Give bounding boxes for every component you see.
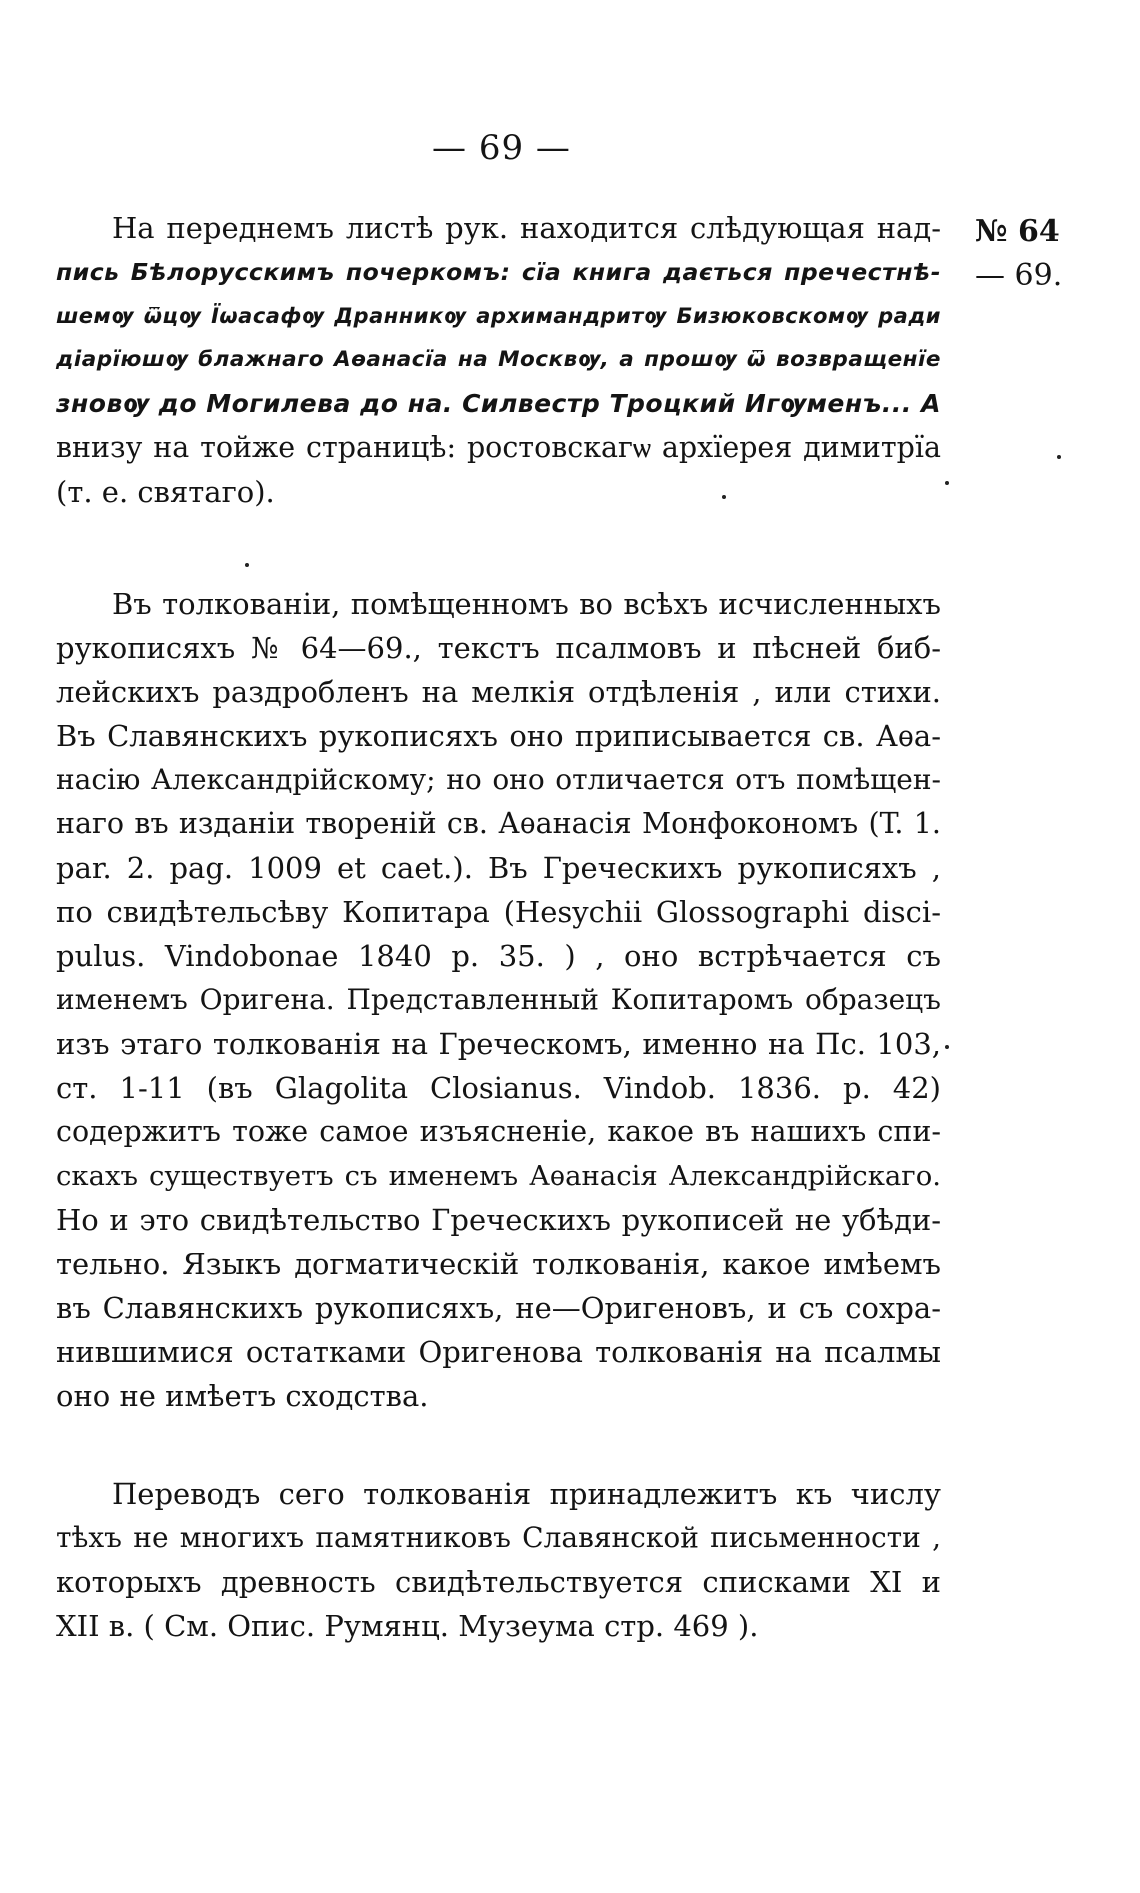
text-line: насію Александрійскому; но оно отличается отъ помѣщен- xyxy=(56,763,941,796)
text-line: именемъ Оригена. Представленный Копитаромъ образецъ xyxy=(56,983,941,1016)
text-line: скахъ существуетъ съ именемъ Аѳанасія Александрійскаго. xyxy=(56,1160,941,1192)
manuscript-range: — 69. xyxy=(975,258,1063,293)
text-line: тѣхъ не многихъ памятниковъ Славянской письменности , xyxy=(56,1521,941,1554)
scan-speck xyxy=(1057,455,1061,459)
scan-speck xyxy=(945,481,949,485)
scan-speck xyxy=(945,1045,949,1049)
text-line: внизу на тойже страницѣ: ростовскагѡ архїерея димитрїа xyxy=(56,431,941,464)
text-line: которыхъ древность свидѣтельствуется списками XI и xyxy=(56,1565,941,1599)
text-line: оно не имѣетъ сходства. xyxy=(56,1379,429,1413)
text-line-old-script: пись Бѣлорусскимъ почеркомъ: сїа книга дається пречестнѣ- xyxy=(56,258,941,286)
paragraph-commentary xyxy=(56,582,941,1418)
paragraph-inscription xyxy=(56,206,941,514)
text-line: Но и это свидѣтельство Греческихъ рукописей не убѣди- xyxy=(56,1203,941,1237)
text-line: изъ этаго толкованія на Греческомъ, именно на Пс. 103, xyxy=(56,1027,941,1061)
text-line: тельно. Языкъ догматическій толкованія, какое имѣемъ xyxy=(56,1247,941,1281)
text-line: Переводъ сего толкованія принадлежитъ къ числу xyxy=(112,1477,941,1511)
page-number: — 69 — xyxy=(432,128,571,168)
text-line-old-script: шемѹ ѿцѹ Їѡасафѹ Дранникѹ архимандритѹ Бизюковскомѹ ради xyxy=(56,304,941,328)
text-line: На переднемъ листѣ рук. находится слѣдующая над- xyxy=(112,211,941,245)
text-line: (т. е. святаго). xyxy=(56,475,275,509)
scan-speck xyxy=(245,563,249,567)
text-line: лейскихъ раздробленъ на мелкія отдѣленія , или стихи. xyxy=(56,675,941,709)
text-line: XII в. ( См. Опис. Румянц. Музеума стр. 469 ). xyxy=(56,1609,759,1643)
text-line: Въ толкованіи, помѣщенномъ во всѣхъ исчисленныхъ xyxy=(112,587,941,621)
text-line: pulus. Vindobonae 1840 p. 35. ) , оно встрѣчается съ xyxy=(56,939,941,973)
margin-reference xyxy=(975,210,1085,298)
text-line-old-script: зновѹ до Могилева до на. Силвестр Троцкий Игѹменъ... А xyxy=(56,389,941,418)
text-line: содержитъ тоже самое изъясненіе, какое въ нашихъ спи- xyxy=(56,1115,941,1148)
text-line: въ Славянскихъ рукописяхъ, не—Оригеновъ, и съ сохра- xyxy=(56,1291,941,1325)
paragraph-translation xyxy=(56,1472,941,1648)
text-line: рукописяхъ № 64—69., текстъ псалмовъ и пѣсней биб- xyxy=(56,631,941,665)
scan-speck xyxy=(722,495,726,499)
text-line-old-script: діарїюшѹ блажнаго Аѳанасїа на Москвѹ, а прошѹ ѿ возвращенїе xyxy=(56,347,941,372)
text-line: наго въ изданіи твореній св. Аѳанасія Монфокономъ (T. 1. xyxy=(56,807,941,840)
text-line: ст. 1-11 (въ Glagolita Closianus. Vindob. 1836. p. 42) xyxy=(56,1071,941,1105)
text-line: по свидѣтельсѣву Копитара (Hesychii Glossographi disci- xyxy=(56,895,941,929)
text-line: par. 2. pag. 1009 et caet.). Въ Греческихъ рукописяхъ , xyxy=(56,851,941,885)
manuscript-number: № 64 xyxy=(975,214,1060,249)
text-line: Въ Славянскихъ рукописяхъ оно приписывается св. Аѳа- xyxy=(56,719,941,753)
text-line: нившимися остатками Оригенова толкованія на псалмы xyxy=(56,1335,941,1369)
